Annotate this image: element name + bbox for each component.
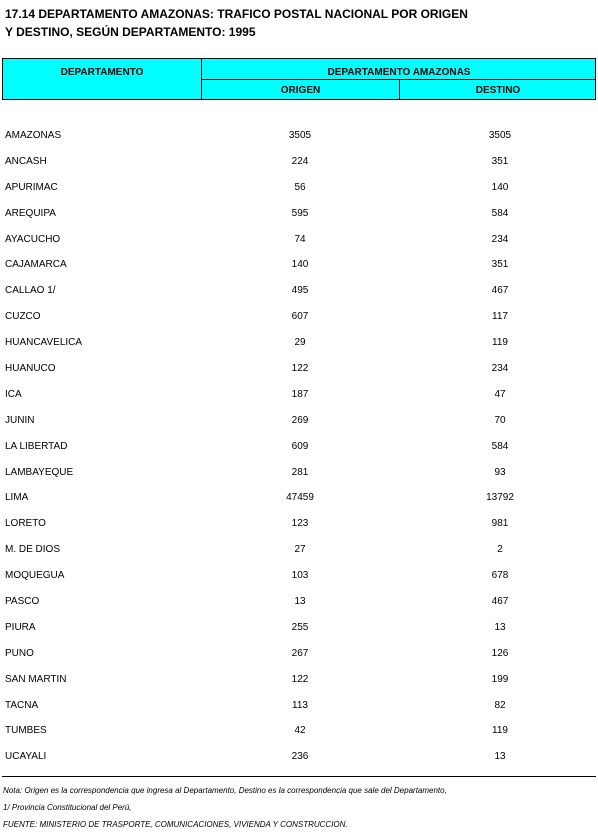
table-row [0,202,598,228]
cell-destino: 351 [491,155,509,167]
cell-departamento: ANCASH [5,155,47,167]
cell-origen: 595 [291,207,309,219]
header-departamento-amazonas: DEPARTAMENTO AMAZONAS [202,59,596,80]
cell-departamento: TACNA [5,699,39,711]
table-row [0,564,598,590]
table-row [0,616,598,642]
cell-departamento: PIURA [5,621,36,633]
cell-origen: 103 [291,570,309,582]
cell-origen: 495 [291,285,309,297]
table-row [0,745,598,771]
table-row [0,642,598,668]
cell-departamento: CALLAO 1/ [5,285,56,297]
cell-origen: 74 [294,233,306,245]
cell-origen: 607 [291,311,309,323]
table-row [0,668,598,694]
cell-destino: 467 [491,596,509,608]
cell-origen: 27 [294,544,306,556]
table-row [0,124,598,150]
cell-destino: 126 [491,647,509,659]
cell-destino: 70 [494,414,506,426]
table-row [0,719,598,745]
cell-origen: 255 [291,621,309,633]
table-row [0,409,598,435]
cell-departamento: CAJAMARCA [5,259,67,271]
cell-origen: 122 [291,673,309,685]
cell-departamento: AMAZONAS [5,130,62,141]
table-row [0,694,598,720]
cell-origen: 42 [294,725,306,737]
cell-destino: 584 [491,207,509,219]
cell-destino: 13 [494,621,506,633]
cell-destino: 981 [491,518,509,530]
cell-departamento: PASCO [5,596,40,608]
page-title [5,5,590,41]
cell-origen: 13 [294,596,306,608]
note-callao: 1/ Provincia Constitucional del Perú, [3,803,132,812]
cell-destino: 678 [491,570,509,582]
cell-destino: 234 [491,363,509,375]
cell-destino: 199 [491,673,509,685]
cell-destino: 140 [491,181,509,193]
cell-origen: 113 [292,699,308,711]
cell-origen: 236 [291,751,309,763]
cell-origen: 122 [291,363,309,375]
cell-origen: 224 [291,155,309,167]
cell-departamento: LA LIBERTAD [5,440,68,452]
footer-divider [2,776,596,777]
cell-origen: 609 [291,440,309,452]
table-row [0,305,598,331]
cell-departamento: UCAYALI [5,751,47,763]
table-row [0,357,598,383]
cell-departamento: M. DE DIOS [5,544,61,556]
table-row [0,590,598,616]
table-header [2,58,596,100]
title-line-1: 17.14 DEPARTAMENTO AMAZONAS: TRAFICO POSTAL NACIONAL POR ORIGEN [5,7,468,21]
cell-destino: 119 [492,337,508,349]
table-row [0,538,598,564]
table-row [0,176,598,202]
cell-departamento: MOQUEGUA [5,570,65,582]
cell-destino: 47 [494,388,506,400]
cell-destino: 3505 [488,130,512,141]
cell-destino: 13792 [486,492,514,504]
table-body [0,124,598,771]
cell-departamento: CUZCO [5,311,41,323]
table-row [0,383,598,409]
cell-origen: 187 [291,388,309,400]
header-destino: DESTINO [475,85,521,96]
footnotes [3,782,593,833]
cell-departamento: LORETO [5,518,46,530]
source-note: FUENTE: MINISTERIO DE TRASPORTE, COMUNICACIONES, VIVIENDA Y CONSTRUCCION. [3,820,348,829]
cell-destino: 117 [492,311,508,323]
cell-departamento: ICA [5,388,22,400]
table-row [0,331,598,357]
header-departamento: DEPARTAMENTO [3,59,202,99]
cell-departamento: APURIMAC [5,181,58,193]
table-row [0,461,598,487]
cell-origen: 269 [291,414,309,426]
cell-departamento: TUMBES [5,725,47,737]
cell-origen: 47459 [286,492,314,504]
cell-destino: 82 [494,699,506,711]
cell-departamento: AYACUCHO [5,233,61,245]
cell-departamento: LIMA [5,492,29,504]
note-definition: Nota: Origen es la correspondencia que ingresa al Departamento, Destino es la correspondencia que sale del Departamento, [3,786,447,795]
table-row [0,253,598,279]
table-row [0,228,598,254]
cell-origen: 140 [291,259,309,271]
cell-destino: 467 [491,285,509,297]
cell-departamento: LAMBAYEQUE [5,466,74,478]
cell-origen: 267 [291,647,309,659]
header-origen: ORIGEN [202,79,400,99]
cell-departamento: AREQUIPA [5,207,56,219]
title-line-2: Y DESTINO, SEGÚN DEPARTAMENTO: 1995 [5,25,256,39]
cell-destino: 93 [494,466,506,478]
cell-departamento: SAN MARTIN [5,673,67,685]
cell-departamento: HUANUCO [5,363,56,375]
cell-destino: 119 [492,725,508,737]
table-row [0,150,598,176]
cell-origen: 3505 [288,130,312,141]
cell-destino: 234 [491,233,509,245]
cell-destino: 13 [494,751,506,763]
table-row [0,486,598,512]
cell-departamento: HUANCAVELICA [5,337,83,349]
cell-departamento: PUNO [5,647,34,659]
table-row [0,279,598,305]
cell-origen: 29 [294,337,306,349]
cell-origen: 123 [291,518,309,530]
cell-departamento: JUNIN [5,414,35,426]
cell-origen: 56 [294,181,306,193]
cell-destino: 2 [497,544,503,556]
cell-destino: 584 [491,440,509,452]
table-row [0,512,598,538]
cell-destino: 351 [491,259,509,271]
table-row [0,435,598,461]
cell-origen: 281 [291,466,309,478]
